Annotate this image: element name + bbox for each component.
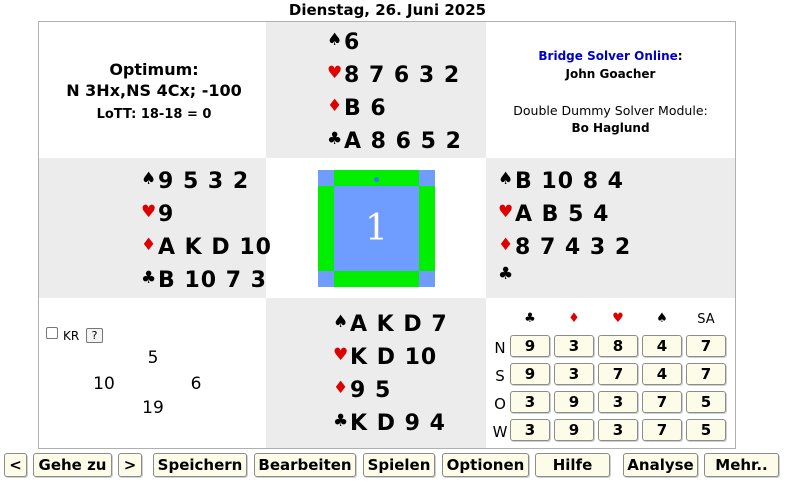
goto-button[interactable]: Gehe zu: [33, 453, 112, 477]
compass-corner-se: [419, 271, 435, 287]
credits-module-author: Bo Haglund: [571, 121, 650, 135]
prev-board-button[interactable]: <: [4, 453, 27, 477]
kr-label: KR: [63, 329, 80, 343]
heart-icon: ♥: [498, 202, 514, 222]
dd-cell[interactable]: 7: [642, 391, 682, 413]
club-icon: ♣: [141, 268, 157, 288]
club-icon: ♣: [498, 264, 514, 284]
south-diamonds: ♦9 5: [333, 378, 392, 403]
dd-cell[interactable]: 7: [642, 419, 682, 441]
south-spades: ♠A K D 7: [333, 312, 448, 337]
south-clubs: ♣K D 9 4: [333, 411, 446, 436]
dd-header-notrump: SA: [697, 312, 715, 327]
play-button[interactable]: Spielen: [363, 453, 435, 477]
dd-seat-n: N: [494, 339, 506, 357]
dd-cell[interactable]: 9: [510, 335, 550, 357]
compass-corner-ne: [419, 170, 435, 186]
save-button[interactable]: Speichern: [153, 453, 247, 477]
dd-header-diamonds: ♦: [568, 311, 580, 326]
board-number: 1: [334, 186, 419, 271]
dd-cell[interactable]: 8: [598, 335, 638, 357]
spade-icon: ♠: [141, 169, 157, 189]
dd-seat-s: S: [495, 367, 505, 385]
diamond-icon: ♦: [141, 235, 157, 255]
help-button[interactable]: Hilfe: [535, 453, 610, 477]
compass-corner-sw: [318, 271, 334, 287]
dd-cell[interactable]: 9: [510, 363, 550, 385]
dd-cell[interactable]: 5: [686, 391, 726, 413]
help-question-button[interactable]: ?: [86, 328, 103, 343]
west-hearts: ♥9: [141, 202, 175, 227]
dd-cell[interactable]: 7: [686, 335, 726, 357]
credits-app-suffix: :: [677, 49, 683, 63]
east-clubs: [498, 264, 515, 289]
options-button[interactable]: Optionen: [442, 453, 529, 477]
dd-seat-w: W: [492, 423, 508, 441]
credits-module-label: Double Dummy Solver Module:: [513, 103, 708, 118]
dealer-indicator-icon: [374, 177, 379, 182]
dd-cell[interactable]: 3: [598, 391, 638, 413]
next-board-button[interactable]: >: [118, 453, 142, 477]
credits-app-author: John Goacher: [565, 67, 656, 81]
dd-cell[interactable]: 4: [642, 335, 682, 357]
compass-table[interactable]: [318, 170, 435, 287]
dd-seat-o: O: [494, 395, 506, 413]
west-clubs: ♣B 10 7 3: [141, 268, 267, 293]
page-date: Dienstag, 26. Juni 2025: [288, 1, 487, 19]
dd-cell[interactable]: 7: [598, 363, 638, 385]
dd-cell[interactable]: 3: [598, 419, 638, 441]
bridge-solver-link[interactable]: Bridge Solver Online: [538, 49, 678, 63]
north-diamonds: ♦B 6: [327, 96, 387, 121]
club-icon: ♣: [327, 129, 343, 149]
dd-cell[interactable]: 5: [686, 419, 726, 441]
dd-cell[interactable]: 3: [554, 363, 594, 385]
credits-app-line: [488, 49, 733, 63]
optimum-lott: LoTT: 18-18 = 0: [96, 107, 212, 122]
dd-cell[interactable]: 4: [642, 363, 682, 385]
west-diamonds: ♦A K D 10: [141, 235, 272, 260]
dd-header-hearts: ♥: [612, 311, 624, 326]
club-icon: ♣: [333, 411, 349, 431]
heart-icon: ♥: [333, 345, 349, 365]
spade-icon: ♠: [333, 312, 349, 332]
dd-cell[interactable]: 9: [554, 391, 594, 413]
kr-checkbox[interactable]: [46, 327, 58, 339]
dd-cell[interactable]: 3: [510, 419, 550, 441]
east-spades: ♠B 10 8 4: [498, 169, 624, 194]
optimum-title: Optimum:: [109, 60, 199, 79]
compass-corner-nw: [318, 170, 334, 186]
dd-cell[interactable]: 3: [554, 335, 594, 357]
dd-cell[interactable]: 9: [554, 419, 594, 441]
north-hearts: ♥8 7 6 3 2: [327, 63, 461, 88]
west-spades: ♠9 5 3 2: [141, 169, 250, 194]
dd-header-spades: ♠: [656, 311, 668, 326]
diamond-icon: ♦: [333, 378, 349, 398]
north-clubs: ♣A 8 6 5 2: [327, 129, 462, 154]
north-spades: ♠6: [327, 30, 361, 55]
edit-button[interactable]: Bearbeiten: [254, 453, 356, 477]
more-button[interactable]: Mehr..: [704, 453, 779, 477]
diamond-icon: ♦: [327, 96, 343, 116]
dd-header-clubs: ♣: [524, 311, 536, 326]
analysis-button[interactable]: Analyse: [623, 453, 698, 477]
tricks-north: 5: [147, 348, 159, 368]
spade-icon: ♠: [327, 30, 343, 50]
optimum-contract: N 3Hx,NS 4Cx; -100: [66, 81, 242, 100]
east-hearts: ♥A B 5 4: [498, 202, 610, 227]
tricks-east: 6: [190, 374, 202, 394]
tricks-west: 10: [93, 374, 115, 394]
heart-icon: ♥: [141, 202, 157, 222]
heart-icon: ♥: [327, 63, 343, 83]
spade-icon: ♠: [498, 169, 514, 189]
dd-cell[interactable]: 7: [686, 363, 726, 385]
diamond-icon: ♦: [498, 235, 514, 255]
dd-cell[interactable]: 3: [510, 391, 550, 413]
south-hearts: ♥K D 10: [333, 345, 438, 370]
tricks-south: 19: [142, 398, 164, 418]
east-diamonds: ♦8 7 4 3 2: [498, 235, 632, 260]
